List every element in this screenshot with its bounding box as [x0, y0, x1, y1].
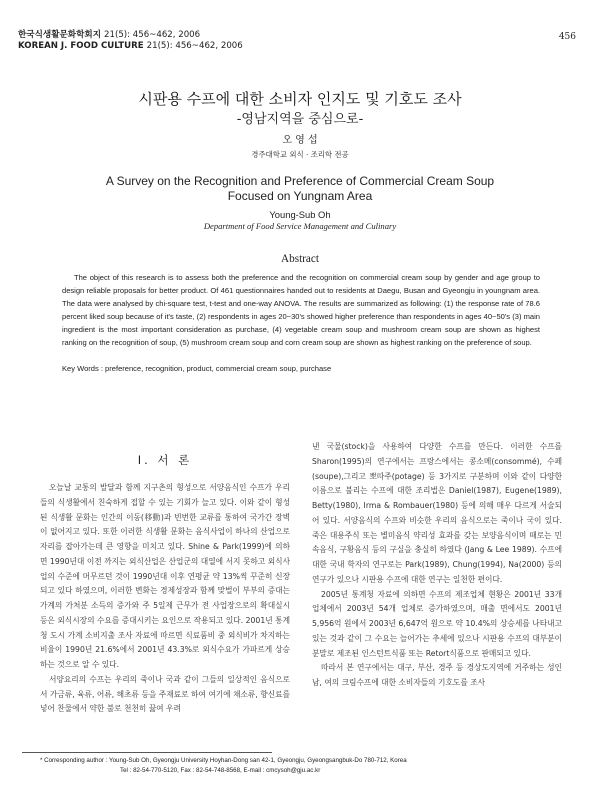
left-paragraph-2: 서양요리의 수프는 우리의 죽이나 국과 같이 그들의 일상적인 음식으로서 가금류, 육류, 어류, 해초류 등을 주재료로 하여 여기에 채소류, 향신료를 넣어 찬물에서 약한 불로 천천히 끓여 우려 [40, 674, 290, 714]
journal-kr-name: 한국식생활문화학회지 [18, 30, 102, 40]
right-paragraph-3: 따라서 본 연구에서는 대구, 부산, 경주 등 경상도지역에 거주하는 성인 남, 여의 크림수프에 대한 소비자들의 기호도를 조사 [312, 663, 562, 687]
journal-en-citation: 21(5): 456~462, 2006 [146, 41, 243, 51]
footnote-line-2: Tel : 82-54-770-5120, Fax : 82-54-748-8568, E-mail : cmcysoh@gju.ac.kr [120, 766, 321, 774]
journal-en-name: KOREAN J. FOOD CULTURE [18, 41, 144, 51]
right-paragraph-1: 낸 국물(stock)을 사용하여 다양한 수프를 만든다. 이러한 수프를 Sharon(1995)의 연구에서는 프랑스에서는 콩소메(consommé), 수페(soupe),그리고 뽀따주(potage) 등 3가지로 구분하며 이와 같이 다양한 이름으로 불리는 수프에 대한 조리법은 Daniel(1987), Eugene(1989), Betty(1980), Irma & Rombauer(1980) 등에 의해 매우 다르게 서술되어 있다. 서양음식의 수프와 비슷한 우리의 음식으로는 죽이나 국이 있다. 죽은 대용주식 또는 별미음식 약리성 효과를 갖는 보양음식이며 때로는 민속음식, 구황음식 등의 구실을 충실히 하였다 (Jang & Lee 1989). 수프에 대한 국내 학자의 연구로는 Park(1989), Chung(1994), Na(2000) 등의 연구가 있으나 시판용 수프에 대한 연구는 일천한 편이다. [312, 442, 562, 584]
english-title-line-1: A Survey on the Recognition and Preference of Commercial Cream Soup [105, 174, 495, 188]
abstract-body [62, 271, 540, 349]
left-paragraph-1: 오늘날 교통의 발달과 함께 지구촌의 형성으로 서양음식인 수프가 우리들의 식생활에서 친숙하게 접할 수 있는 기회가 늘고 있다. 이와 같이 형성된 식생활 문화는 인간의 이동(移動)과 빈번한 교류를 통하여 국가간 장벽이 없어지고 있다. 또한 이러한 식생활 문화는 음식사업이 하나의 산업으로 자리를 잡아가는데 큰 영향을 미치고 있다. Shine & Park(1999)에 의하면 1990년대 이전 까지는 외식산업은 산업군의 대열에 서지 못하고 외식사업의 수준에 머무르던 것이 1990년대 이후 연평균 약 13%씩 꾸준히 신장되고 있다 하였으며, 이러한 변화는 경제성장과 함께 맞벌이 부부의 증대는 가계의 가처분 소득의 증가와 주 5일제 근무가 전 사업장으로의 확대실시 등은 외식시장의 수요를 증대시키는 요인으로 작용되고 있다. 2001년 통계청 도시 가계 소비지출 조사 자료에 따르면 식료품비 중 외식비가 차지하는 비율이 1990년 21.6%에서 2001년 43.3%로 외식수요가 가파르게 상승하는 것으로 알 수 있다. [40, 483, 290, 669]
journal-header [18, 30, 243, 52]
english-title-line-2: Focused on Yungnam Area [227, 189, 373, 203]
english-affiliation: Department of Food Service Management and Culinary [203, 221, 397, 231]
abstract-heading: Abstract [281, 253, 319, 265]
footnote-line-1: * Corresponding author : Young-Sub Oh, Gyeongju University Hoyhan-Dong san 42-1, Gyeongju, Gyeongsangbuk-Do 780-712, Korea [40, 757, 407, 764]
left-column [40, 481, 290, 717]
journal-kr-citation: 21(5): 456~462, 2006 [104, 30, 201, 40]
footnote-rule [22, 752, 272, 753]
english-title [0, 174, 600, 204]
right-paragraph-2: 2005년 통계청 자료에 의하면 수프의 제조업체 현황은 2001년 33개 업체에서 2003년 54개 업체로 증가하였으며, 매출 면에서도 2001년 5,956억 원에서 2003년 6,647억 원으로 약 10.4%의 상승세를 나타내고 있는 것과 같이 그 수요는 늘어가는 추세에 있으나 시판용 수프의 대부분이 분말로 제조된 인스턴트식품 또는 Retort식품으로 판매되고 있다. [312, 589, 562, 658]
section-heading-introduction: I. 서 론 [137, 453, 193, 467]
korean-title: 시판용 수프에 대한 소비자 인지도 및 기호도 조사 [138, 90, 462, 108]
footnote [40, 756, 407, 775]
korean-subtitle: -영남지역을 중심으로- [236, 112, 364, 127]
page-number: 456 [558, 32, 576, 42]
keywords: Key Words : preference, recognition, product, commercial cream soup, purchase [62, 364, 332, 373]
right-column [312, 440, 562, 691]
english-author: Young-Sub Oh [269, 209, 331, 220]
korean-affiliation: 경주대학교 외식 · 조리학 전공 [251, 150, 349, 159]
abstract-text: The object of this research is to assess both the preference and the recognition on commercial cream soup by gender and age group to design reliable proposals for better product. Of 461 questionnaires handed out to residents at Daegu, Busan and Gyeongju in youngnam area. The data were analysed by chi-square test, t-test and one-way ANOVA. The results are summarized as following: (1) the response rate of 78.6 percent liked soup because of it's taste, (2) respondents in ages 20~30's showed higher preference than respondents in ages 40~50's (3) main ingredient is the most important consideration as purchase, (4) vegetable cream soup and mushroom cream soup are shown as highest ranking on the recognition of soup, (5) mushroom cream soup and corn cream soup are shown as highest ranking on the preference of soup. [62, 273, 540, 347]
korean-author: 오 영 섭 [282, 135, 318, 146]
